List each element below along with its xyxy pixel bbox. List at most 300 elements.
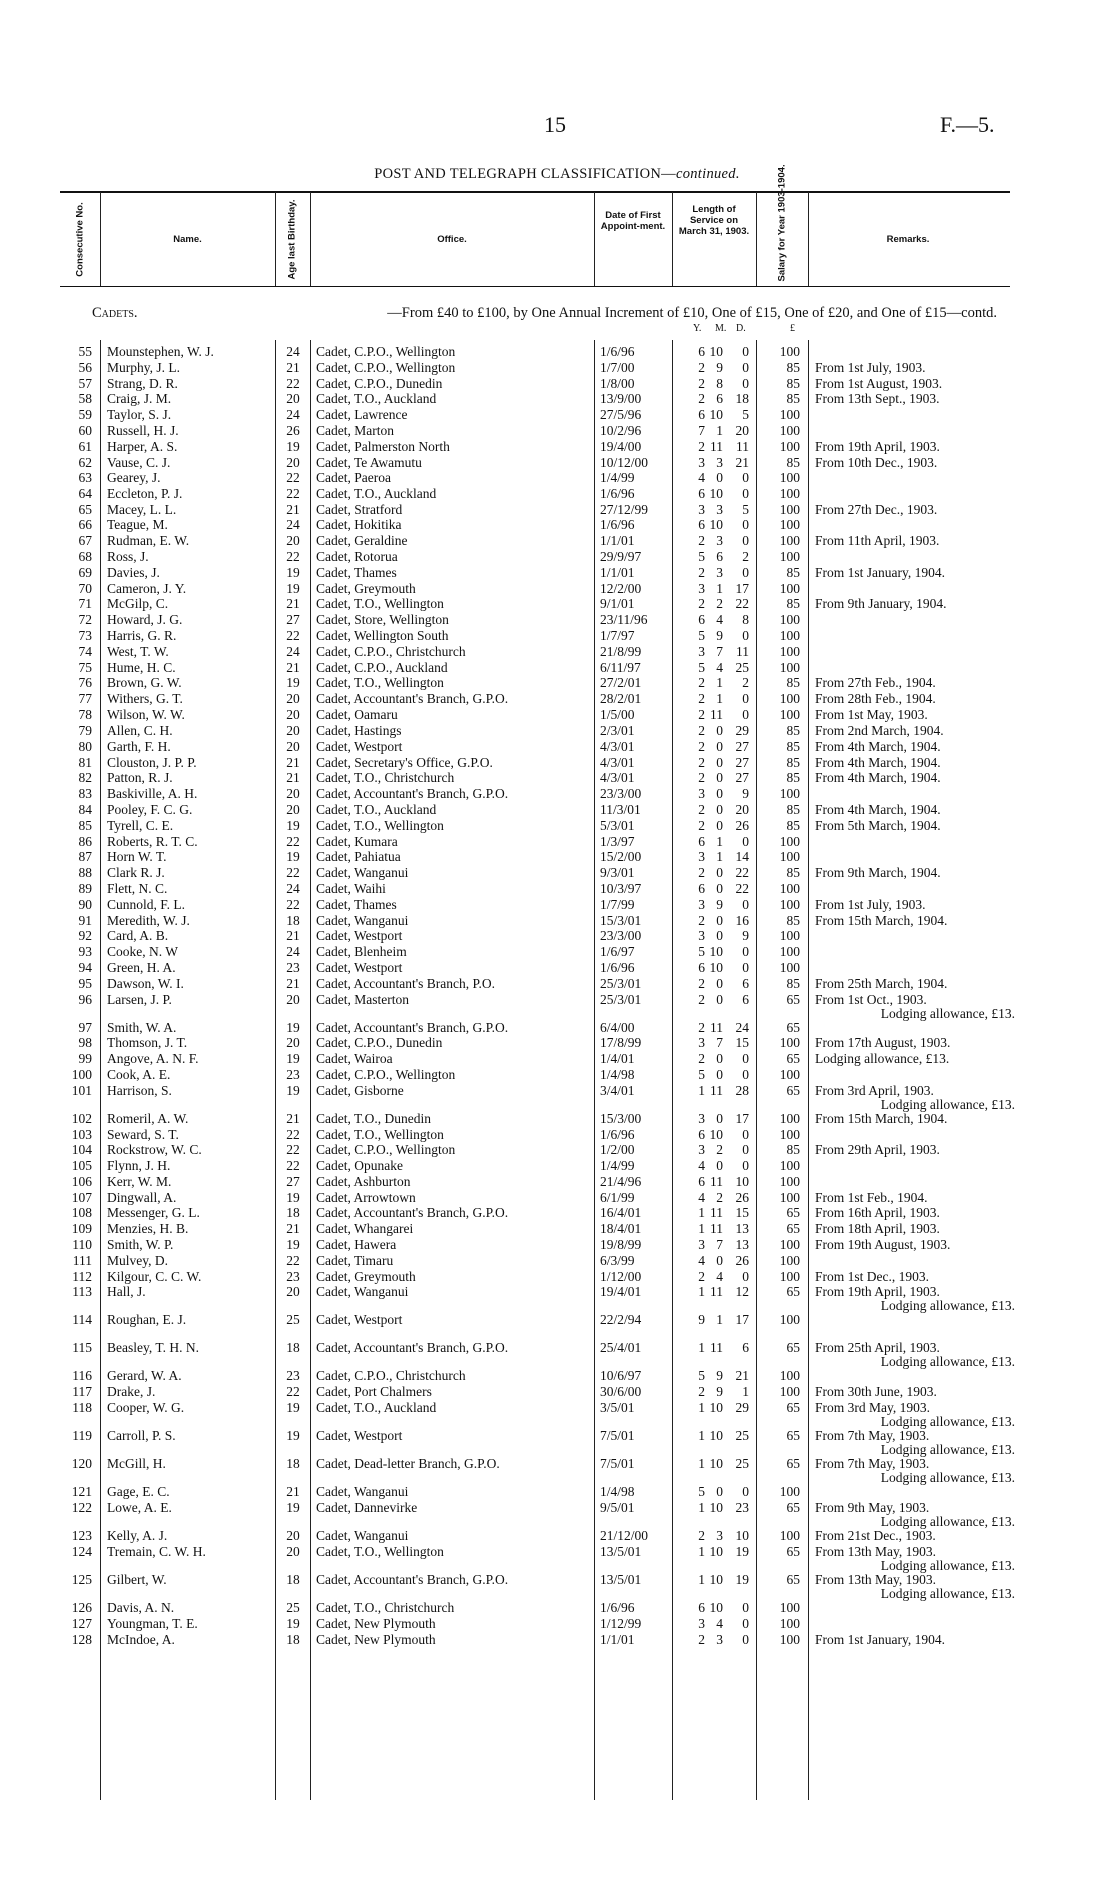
service-years: 2 (698, 1020, 705, 1035)
service-days: 0 (742, 1616, 749, 1631)
row-number: 110 (72, 1237, 92, 1252)
cadet-age: 27 (286, 1174, 300, 1189)
cadet-office: Cadet, C.P.O., Wellington (316, 1068, 456, 1082)
cadet-office: Cadet, Gisborne (316, 1084, 404, 1098)
body-divider (594, 340, 595, 1800)
row-number: 68 (78, 549, 92, 564)
salary: 100 (779, 1253, 800, 1268)
appointment-date: 1/6/96 (600, 486, 635, 501)
appointment-date: 1/7/00 (600, 360, 635, 375)
cadet-office: Cadet, Opunake (316, 1159, 403, 1173)
appointment-date: 1/6/96 (600, 344, 635, 359)
cadet-age: 24 (286, 944, 300, 959)
remarks: From 1st January, 1904. (815, 565, 945, 580)
row-number: 99 (78, 1051, 92, 1066)
cadet-name: Mounstephen, W. J. (107, 345, 214, 359)
cadet-name: Green, H. A. (107, 961, 176, 975)
service-years: 2 (698, 533, 705, 548)
service-days: 0 (742, 834, 749, 849)
header-remarks: Remarks. (886, 234, 930, 245)
service-days: 26 (735, 1253, 749, 1268)
appointment-date: 12/2/00 (600, 581, 642, 596)
service-years: 6 (698, 960, 705, 975)
row-number: 114 (72, 1312, 92, 1327)
appointment-date: 28/2/01 (600, 691, 642, 706)
remarks: From 1st July, 1903. (815, 360, 926, 375)
cadet-age: 18 (286, 1205, 300, 1220)
row-number: 67 (78, 533, 92, 548)
row-number: 128 (71, 1632, 92, 1647)
service-years: 2 (698, 1632, 705, 1647)
remarks: From 17th August, 1903. (815, 1035, 951, 1050)
cadet-name: Garth, F. H. (107, 740, 171, 754)
row-number: 85 (78, 818, 92, 833)
salary: 100 (779, 707, 800, 722)
cadet-office: Cadet, Marton (316, 424, 394, 438)
service-years: 5 (698, 628, 705, 643)
salary: 85 (786, 675, 800, 690)
salary: 100 (779, 849, 800, 864)
cadet-office: Cadet, Wanganui (316, 866, 409, 880)
cadet-office: Cadet, T.O., Auckland (316, 487, 437, 501)
service-months: 11 (710, 1221, 723, 1236)
salary: 100 (779, 612, 800, 627)
service-days: 2 (742, 549, 749, 564)
appointment-date: 10/12/00 (600, 455, 649, 470)
appointment-date: 13/5/01 (600, 1572, 642, 1587)
service-days: 0 (742, 486, 749, 501)
cadet-age: 23 (286, 960, 300, 975)
cadet-age: 18 (286, 1340, 300, 1355)
cadet-office: Cadet, C.P.O., Wellington (316, 345, 456, 359)
service-days: 26 (735, 818, 749, 833)
cadet-age: 24 (286, 344, 300, 359)
cadet-name: Gage, E. C. (107, 1485, 170, 1499)
service-days: 0 (742, 517, 749, 532)
service-days: 29 (735, 723, 749, 738)
salary: 100 (779, 344, 800, 359)
service-days: 12 (735, 1284, 749, 1299)
service-months: 9 (716, 1384, 723, 1399)
cadet-office: Cadet, Te Awamutu (316, 456, 422, 470)
row-number: 75 (78, 660, 92, 675)
remarks-continued: Lodging allowance, £13. (880, 1414, 1015, 1429)
cadet-age: 24 (286, 517, 300, 532)
service-days: 0 (742, 944, 749, 959)
cadet-age: 21 (286, 360, 300, 375)
cadet-office: Cadet, T.O., Auckland (316, 392, 437, 406)
remarks: From 7th May, 1903. (815, 1456, 930, 1471)
cadet-age: 21 (286, 755, 300, 770)
cadet-age: 22 (286, 470, 300, 485)
header-divider (672, 192, 673, 286)
cadet-name: Cook, A. E. (107, 1068, 171, 1082)
cadet-name: Mulvey, D. (107, 1254, 168, 1268)
cadet-office: Cadet, Westport (316, 961, 403, 975)
service-days: 16 (735, 913, 749, 928)
row-number: 76 (78, 675, 92, 690)
service-months: 7 (716, 1035, 723, 1050)
service-days: 10 (735, 1174, 749, 1189)
salary: 100 (779, 644, 800, 659)
cadet-name: McIndoe, A. (107, 1633, 175, 1647)
row-number: 92 (78, 928, 92, 943)
service-days: 9 (742, 928, 749, 943)
cadet-name: Cunnold, F. L. (107, 898, 186, 912)
row-number: 78 (78, 707, 92, 722)
cadet-name: Horn W. T. (107, 850, 167, 864)
salary: 100 (779, 1237, 800, 1252)
salary: 100 (779, 834, 800, 849)
cadet-office: Cadet, Greymouth (316, 1270, 416, 1284)
service-days: 15 (735, 1205, 749, 1220)
body-divider (310, 340, 311, 1800)
cadet-office: Cadet, Westport (316, 740, 403, 754)
service-months: 1 (716, 849, 723, 864)
cadet-office: Cadet, T.O., Christchurch (316, 1601, 455, 1615)
row-number: 102 (71, 1111, 92, 1126)
cadet-name: Tyrell, C. E. (107, 819, 174, 833)
cadet-name: Baskiville, A. H. (107, 787, 198, 801)
service-months: 4 (716, 612, 723, 627)
row-number: 101 (71, 1083, 92, 1098)
cadet-name: Lowe, A. E. (107, 1501, 172, 1515)
salary: 100 (779, 1035, 800, 1050)
service-days: 2 (742, 675, 749, 690)
service-years: 2 (698, 707, 705, 722)
cadet-age: 19 (286, 1428, 300, 1443)
row-number: 95 (78, 976, 92, 991)
cadet-age: 23 (286, 1067, 300, 1082)
header-date: Date of First Appoint-ment. (600, 210, 666, 232)
salary: 85 (786, 755, 800, 770)
cadet-office: Cadet, Blenheim (316, 945, 407, 959)
header-age: Age last Birthday. (286, 199, 298, 280)
table-top-rule (60, 191, 1010, 193)
cadet-name: McGill, H. (107, 1457, 166, 1471)
cadet-office: Cadet, Accountant's Branch, G.P.O. (316, 1573, 509, 1587)
salary: 100 (779, 1368, 800, 1383)
service-days: 21 (735, 1368, 749, 1383)
cadet-office: Cadet, Wanganui (316, 1285, 409, 1299)
service-days: 13 (735, 1221, 749, 1236)
service-years: 1 (698, 1340, 705, 1355)
row-number: 83 (78, 786, 92, 801)
body-divider (275, 340, 276, 1800)
salary: 100 (779, 628, 800, 643)
row-number: 124 (71, 1544, 92, 1559)
header-consecutive: Consecutive No. (74, 202, 86, 277)
row-number: 115 (72, 1340, 92, 1355)
appointment-date: 4/3/01 (600, 770, 635, 785)
cadet-age: 19 (286, 818, 300, 833)
service-months: 1 (716, 834, 723, 849)
service-months: 0 (716, 818, 723, 833)
remarks: From 19th April, 1903. (815, 1284, 940, 1299)
service-months: 4 (716, 660, 723, 675)
service-days: 22 (735, 881, 749, 896)
service-months: 7 (716, 644, 723, 659)
salary: 85 (786, 455, 800, 470)
appointment-date: 1/6/97 (600, 944, 635, 959)
unit-years: Y. (693, 323, 702, 334)
cadet-office: Cadet, Thames (316, 898, 397, 912)
appointment-date: 9/5/01 (600, 1500, 635, 1515)
cadet-name: Dingwall, A. (107, 1191, 177, 1205)
service-days: 0 (742, 1142, 749, 1157)
cadet-name: Wilson, W. W. (107, 708, 185, 722)
row-number: 86 (78, 834, 92, 849)
service-months: 0 (716, 928, 723, 943)
salary: 65 (786, 1400, 800, 1415)
salary: 85 (786, 818, 800, 833)
service-days: 5 (742, 407, 749, 422)
appointment-date: 21/12/00 (600, 1528, 649, 1543)
remarks: From 27th Feb., 1904. (815, 675, 936, 690)
remarks: From 9th May, 1903. (815, 1500, 930, 1515)
page-title (0, 166, 1114, 183)
remarks: From 13th May, 1903. (815, 1572, 936, 1587)
cadet-office: Cadet, Hastings (316, 724, 402, 738)
cadet-name: Cameron, J. Y. (107, 582, 187, 596)
row-number: 72 (78, 612, 92, 627)
cadet-name: Menzies, H. B. (107, 1222, 189, 1236)
cadet-office: Cadet, Pahiatua (316, 850, 401, 864)
service-months: 0 (716, 470, 723, 485)
service-months: 7 (716, 1237, 723, 1252)
service-months: 11 (710, 1174, 723, 1189)
service-days: 8 (742, 612, 749, 627)
service-months: 8 (716, 376, 723, 391)
cadet-name: Tremain, C. W. H. (107, 1545, 206, 1559)
service-years: 2 (698, 1269, 705, 1284)
cadet-office: Cadet, C.P.O., Dunedin (316, 377, 443, 391)
cadet-name: Cooper, W. G. (107, 1401, 185, 1415)
cadet-office: Cadet, Store, Wellington (316, 613, 449, 627)
appointment-date: 1/6/96 (600, 1600, 635, 1615)
service-days: 1 (742, 1384, 749, 1399)
cadet-name: Carroll, P. S. (107, 1429, 176, 1443)
service-days: 0 (742, 533, 749, 548)
cadet-name: Macey, L. L. (107, 503, 177, 517)
appointment-date: 19/4/00 (600, 439, 642, 454)
salary: 100 (779, 1158, 800, 1173)
remarks-continued: Lodging allowance, £13. (880, 1097, 1015, 1112)
appointment-date: 23/11/96 (600, 612, 648, 627)
salary: 100 (779, 1484, 800, 1499)
salary: 100 (779, 1312, 800, 1327)
remarks: From 1st Feb., 1904. (815, 1190, 928, 1205)
appointment-date: 11/3/01 (600, 802, 641, 817)
salary: 100 (779, 502, 800, 517)
service-days: 0 (742, 1051, 749, 1066)
cadet-name: Drake, J. (107, 1385, 156, 1399)
salary: 65 (786, 1428, 800, 1443)
service-years: 3 (698, 849, 705, 864)
remarks-continued: Lodging allowance, £13. (880, 1298, 1015, 1313)
service-years: 7 (698, 423, 705, 438)
salary: 100 (779, 1616, 800, 1631)
cadet-name: Flett, N. C. (107, 882, 168, 896)
cadet-age: 25 (286, 1312, 300, 1327)
cadet-office: Cadet, Wanganui (316, 1485, 409, 1499)
row-number: 125 (71, 1572, 92, 1587)
row-number: 97 (78, 1020, 92, 1035)
cadet-name: Meredith, W. J. (107, 914, 190, 928)
cadet-name: Withers, G. T. (107, 692, 183, 706)
service-months: 10 (709, 1456, 723, 1471)
salary: 65 (786, 1051, 800, 1066)
body-divider (672, 340, 673, 1800)
remarks: Lodging allowance, £13. (815, 1051, 950, 1066)
row-number: 74 (78, 644, 92, 659)
cadet-office: Cadet, Masterton (316, 993, 409, 1007)
service-years: 2 (698, 976, 705, 991)
salary: 100 (779, 897, 800, 912)
row-number: 119 (72, 1428, 92, 1443)
salary: 65 (786, 1544, 800, 1559)
remarks: From 15th March, 1904. (815, 913, 948, 928)
body-divider (756, 340, 757, 1800)
service-years: 5 (698, 549, 705, 564)
service-years: 5 (698, 944, 705, 959)
salary: 100 (779, 533, 800, 548)
service-years: 3 (698, 786, 705, 801)
cadet-age: 22 (286, 1158, 300, 1173)
cadet-office: Cadet, T.O., Wellington (316, 1128, 444, 1142)
service-days: 0 (742, 628, 749, 643)
cadet-office: Cadet, T.O., Wellington (316, 676, 444, 690)
appointment-date: 23/3/00 (600, 786, 642, 801)
service-months: 0 (716, 992, 723, 1007)
appointment-date: 27/12/99 (600, 502, 649, 517)
cadet-name: Teague, M. (107, 518, 168, 532)
cadet-office: Cadet, Lawrence (316, 408, 408, 422)
service-years: 5 (698, 1067, 705, 1082)
cadet-age: 19 (286, 581, 300, 596)
cadet-name: Davis, A. N. (107, 1601, 175, 1615)
cadet-age: 19 (286, 1051, 300, 1066)
remarks: From 1st May, 1903. (815, 707, 928, 722)
service-days: 13 (735, 1237, 749, 1252)
unit-days: D. (736, 323, 746, 334)
remarks: From 18th April, 1903. (815, 1221, 940, 1236)
remarks: From 1st July, 1903. (815, 897, 926, 912)
header-office: Office. (437, 234, 467, 245)
row-number: 107 (71, 1190, 92, 1205)
cadet-age: 23 (286, 1269, 300, 1284)
service-years: 6 (698, 517, 705, 532)
cadet-age: 22 (286, 865, 300, 880)
appointment-date: 23/3/00 (600, 928, 642, 943)
appointment-date: 3/5/01 (600, 1400, 635, 1415)
appointment-date: 10/6/97 (600, 1368, 642, 1383)
cadet-office: Cadet, Hawera (316, 1238, 397, 1252)
appointment-date: 1/4/01 (600, 1051, 635, 1066)
cadet-office: Cadet, Accountant's Branch, G.P.O. (316, 692, 509, 706)
cadet-name: Murphy, J. L. (107, 361, 180, 375)
cadet-name: Gerard, W. A. (107, 1369, 182, 1383)
row-number: 91 (78, 913, 92, 928)
service-days: 0 (742, 707, 749, 722)
service-years: 2 (698, 439, 705, 454)
appointment-date: 1/5/00 (600, 707, 635, 722)
service-years: 2 (698, 675, 705, 690)
cadet-age: 23 (286, 1368, 300, 1383)
appointment-date: 9/3/01 (600, 865, 635, 880)
salary: 85 (786, 360, 800, 375)
appointment-date: 15/3/01 (600, 913, 642, 928)
service-years: 3 (698, 1111, 705, 1126)
service-years: 3 (698, 644, 705, 659)
appointment-date: 1/6/96 (600, 517, 635, 532)
cadet-age: 20 (286, 739, 300, 754)
salary: 100 (779, 1384, 800, 1399)
appointment-date: 1/12/99 (600, 1616, 642, 1631)
service-days: 11 (736, 644, 749, 659)
service-years: 1 (698, 1572, 705, 1587)
cadet-name: Eccleton, P. J. (107, 487, 183, 501)
salary: 65 (786, 1500, 800, 1515)
row-number: 79 (78, 723, 92, 738)
service-years: 2 (698, 818, 705, 833)
row-number: 61 (78, 439, 92, 454)
service-years: 2 (698, 391, 705, 406)
service-days: 0 (742, 960, 749, 975)
section-label: Cadets. (92, 305, 138, 321)
cadet-name: Taylor, S. J. (107, 408, 172, 422)
service-years: 2 (698, 755, 705, 770)
service-days: 9 (742, 786, 749, 801)
remarks-continued: Lodging allowance, £13. (880, 1442, 1015, 1457)
appointment-date: 1/4/99 (600, 1158, 635, 1173)
row-number: 59 (78, 407, 92, 422)
service-months: 0 (716, 770, 723, 785)
cadet-name: Patton, R. J. (107, 771, 173, 785)
title-italic: continued. (675, 166, 740, 182)
row-number: 127 (71, 1616, 92, 1631)
service-months: 0 (716, 865, 723, 880)
service-days: 6 (742, 976, 749, 991)
appointment-date: 30/6/00 (600, 1384, 642, 1399)
salary: 65 (786, 1284, 800, 1299)
appointment-date: 1/3/97 (600, 834, 635, 849)
service-months: 1 (716, 581, 723, 596)
cadet-office: Cadet, C.P.O., Wellington (316, 1143, 456, 1157)
cadet-name: Kilgour, C. C. W. (107, 1270, 202, 1284)
service-years: 3 (698, 581, 705, 596)
cadet-office: Cadet, Wanganui (316, 914, 409, 928)
section-text: —From £40 to £100, by One Annual Increment of £10, One of £15, One of £20, and One of £15—contd. (387, 305, 997, 321)
service-days: 0 (742, 565, 749, 580)
service-years: 3 (698, 928, 705, 943)
row-number: 122 (71, 1500, 92, 1515)
salary: 100 (779, 1174, 800, 1189)
service-years: 6 (698, 344, 705, 359)
service-years: 4 (698, 1158, 705, 1173)
salary: 100 (779, 1600, 800, 1615)
service-days: 17 (735, 1312, 749, 1327)
cadet-name: Ross, J. (107, 550, 149, 564)
cadet-office: Cadet, T.O., Wellington (316, 597, 444, 611)
cadet-office: Cadet, Dannevirke (316, 1501, 418, 1515)
service-days: 11 (736, 439, 749, 454)
cadet-age: 20 (286, 533, 300, 548)
cadet-age: 20 (286, 1035, 300, 1050)
cadet-age: 21 (286, 1484, 300, 1499)
salary: 65 (786, 1456, 800, 1471)
cadet-age: 18 (286, 1632, 300, 1647)
